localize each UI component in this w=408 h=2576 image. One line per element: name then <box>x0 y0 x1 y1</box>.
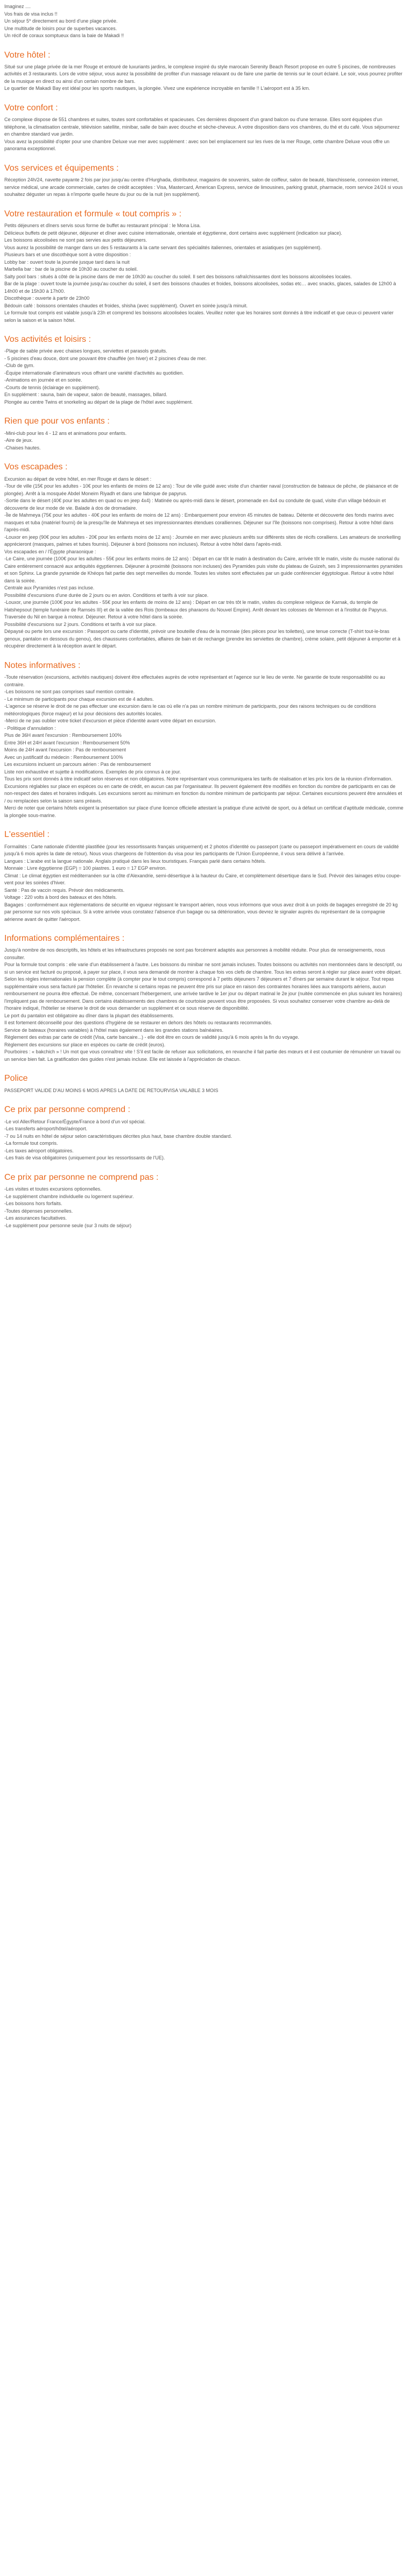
intro-line: Un récif de coraux somptueux dans la baie de Makadi !! <box>4 33 124 38</box>
section <box>4 102 404 153</box>
section-line: Pour la formule tout compris : elle varie d'un établissement à l'autre. Les boissons du minibar ne sont jamais incluses. Toutes boissons ou activités non mentionnées dans le descriptif, ou si un service est facturé ou proposé, à payer sur place, il vous sera demandé de montrer à chaque fois vos clefs de chambre. Tous les extras seront à régler sur place avant votre départ. <box>4 962 402 975</box>
section-line: -Le vol Aller/Retour France/Égypte/France à bord d'un vol spécial. <box>4 1118 146 1124</box>
section-line: Ce complexe dispose de 551 chambres et suites, toutes sont confortables et spacieuses. Ces dernières disposent d'un grand balcon ou d'une terrasse. Elles sont équipées d'un téléphone, la climatisation centrale, télévision satellite, minibar, salle de bain avec douche et sèche-cheveux. A votre disposition dans vos chambres, du thé et du café. Vous séjournerez en chambre standard vue jardin. <box>4 117 400 137</box>
section-line: Marbella bar : bar de la piscine de 10h30 au coucher du soleil. <box>4 266 138 272</box>
section-title: Ce prix par personne comprend : <box>4 1105 130 1115</box>
section-line: Voltage : 220 volts à bord des bateaux et des hôtels. <box>4 895 117 900</box>
section-line: -Sortie dans le désert (40€ pour les adultes en quad ou en jeep 4x4) : Matinée ou après-midi dans le désert, promenade en 4x4 ou conduite de quad, visite d'un village bédouin et découverte de leur mode de vie. Balade à dos de dromadaire. <box>4 498 386 511</box>
page <box>0 0 408 1235</box>
section-line: -Île de Mahmeya (75€ pour les adultes - 40€ pour les enfants de moins de 12 ans) : Embarquement pour environ 45 minutes de bateau. Détente et découverte des fonds marins avec masques et tuba (matériel fourni) de la presqu'île de Mahmeya et ses impressionnantes étendues coralliennes. Déjeuner sur l'île (boissons non comprises). Retour à votre hôtel dans l'après-midi. <box>4 512 394 533</box>
section-line: Dépaysé ou perte lors une excursion : Passeport ou carte d'identité, prévoir une bouteille d'eau de la monnaie (des pièces pour les toilettes), une tenue correcte (T-shirt tout-le-bras genoux, pantalon en dessous du genou), des chaussures confortables, affaires de bain et de rechange (prendre les serviettes de chambre), crème solaire, petit déjeuner à emporter et à récupérer directement à la réception avant le départ. <box>4 629 400 649</box>
section-title: Vos escapades : <box>4 462 68 472</box>
section-line: -Louxor en jeep (90€ pour les adultes - 20€ pour les enfants moins de 12 ans) : Journée en mer avec plusieurs arrêts sur différents sites de récifs coralliens. Les amateurs de snorkelling apprécieront (masques, palmes et tubes fournis). Déjeuner à bord (boissons non incluses). Retour à votre hôtel dans l'après-midi. <box>4 534 401 547</box>
section-line: Plus de 36H avant l'excursion : Remboursement 100% <box>4 733 122 738</box>
section <box>4 1073 404 1094</box>
section-line: Vous aurez la possibilité de manger dans un des 5 restaurants à la carte servant des spécialités italiennes, orientales et asiatiques (en supplément). <box>4 244 322 250</box>
section <box>4 461 404 650</box>
section-title: Police <box>4 1074 28 1083</box>
section-line: -Aire de jeux. <box>4 438 33 444</box>
section-line: - Politique d'annulation : <box>4 725 56 731</box>
section-line: -Plage de sable privée avec chaises longues, serviettes et parasols gratuits. <box>4 348 167 354</box>
section-line: - 5 piscines d'eau douce, dont une pouvant être chauffée (en hiver) et 2 piscines d'eau de mer. <box>4 355 207 361</box>
section-line: -Les taxes aéroport obligatoires. <box>4 1148 74 1153</box>
section-line: -Louxor, une journée (100€ pour les adultes - 55€ pour les enfants de moins de 12 ans) : Départ en car très tôt le matin, visites du complexe religieux de Karnak, du temple de Hatshepsout (temple funéraire de Ramsès III) et de la vallée des Rois (tombeaux des pharaons du Nouvel Empire). Arrêt devant les colosses de Memnon et à l'institut de Papyrus. Traversée du Nil en barque à moteur. Déjeuner. Retour à votre hôtel dans la soirée. <box>4 600 388 620</box>
section-line: Plusieurs bars et une discothèque sont à votre disposition : <box>4 252 131 258</box>
section-title: Ce prix par personne ne comprend pas : <box>4 1172 159 1182</box>
section-line: -Les visites et toutes excursions optionnelles. <box>4 1186 102 1192</box>
section-line: Service de bateaux (horaires variables) à l'hôtel mais également dans les grandes stations balnéaires. <box>4 1027 223 1033</box>
intro-line: Une multitude de loisirs pour de superbes vacances. <box>4 25 117 31</box>
section-line: Langues : L'arabe est la langue nationale. Anglais pratiqué dans les lieux touristiques. Français parlé dans certains hôtels. <box>4 858 266 864</box>
section-line: -Les boissons ne sont pas comprises sauf mention contraire. <box>4 689 135 695</box>
section-line: Jusqu'à nombre de nos descriptifs, les hôtels et les infrastructures proposés ne sont pas forcément adaptés aux personnes à mobilité réduite. Pour plus de renseignements, nous consulter. <box>4 947 385 960</box>
section-line: Tous les prix sont donnés à titre indicatif selon réserves et non obligatoires. Notre représentant vous communiquera les tarifs de réalisation et les prix lors de la réunion d'information. Excursions réglables sur place en espèces ou en carte de crédit, en aucun cas par l'organisateur. Ils peuvent également être modifiés en fonction du nombre de participants en cas de non-respect des dates et horaires indiqués. Les excursions seront au minimum en fonction du nombre minimum de participants par séjour. Certaines excursions peuvent être annulées et / ou remplacées selon la saison sans préavis. <box>4 776 402 804</box>
section <box>4 933 404 1063</box>
section-line: Monnaie : Livre égyptienne (EGP) = 100 piastres. 1 euro = 17 EGP environ. <box>4 865 167 871</box>
section-title: Vos services et équipements : <box>4 163 119 173</box>
section-line: Les boissons alcoolisées ne sont pas servies aux petits déjeuners. <box>4 237 147 243</box>
section-line: Vos escapades en / l'Égypte pharaonique : <box>4 548 96 554</box>
section-title: Notes informatives : <box>4 660 81 670</box>
section-line: - Le minimum de participants pour chaque excursion est de 4 adultes. <box>4 696 154 702</box>
section-title: Votre hôtel : <box>4 50 51 60</box>
sections-container <box>4 50 404 1230</box>
section-line: -Animations en journée et en soirée. <box>4 377 82 383</box>
section-line: -La formule tout compris. <box>4 1141 58 1146</box>
section-line: -Le Caire, une journée (100€ pour les adultes - 55€ pour les enfants moins de 12 ans) : Départ en car tôt le matin à destination du Caire, arrivée tôt le matin, visite du musée national du Caire entièrement consacré aux antiquités égyptiennes. Déjeuner à proximité (boissons non incluses) des Pyramides puis visite du plateau de Guizeh, ses 3 impressionnantes pyramides et son Sphinx. La grande pyramide de Khéops fait partie des sept merveilles du monde. Toutes les visites sont effectuées par un guide conférencier égyptologue. Retour à votre hôtel dans la soirée. <box>4 556 403 583</box>
section-line: -Tour de ville (15€ pour les adultes - 10€ pour les enfants de moins de 12 ans) : Tour de ville guidé avec visite d'un chantier naval (construction de bateaux de pêche, de plaisance et de plongée). Arrêt à la mosquée Abdel Moneim Riyadh et dans une fabrique de papyrus. <box>4 483 399 496</box>
section-line: Centrale aux Pyramides n'est pas incluse. <box>4 585 95 591</box>
section-line: -Les assurances facultatives. <box>4 1215 67 1221</box>
intro-line: Un séjour 5* directement au bord d'une plage privée. <box>4 18 118 24</box>
section-line: Bédouin café : boissons orientales chaudes et froides, shisha (avec supplément). Ouvert en soirée jusqu'à minuit. <box>4 302 248 308</box>
section <box>4 660 404 819</box>
section-line: Liste non exhaustive et sujette à modifications. Exemples de prix connus à ce jour. <box>4 769 181 775</box>
section-line: -Les frais de visa obligatoires (uniquement pour les ressortissants de l'UE). <box>4 1155 165 1161</box>
section-line: Possibilité d'excursions sur 2 jours. Conditions et tarifs à voir sur place. <box>4 621 157 627</box>
section-line: En supplément : sauna, bain de vapeur, salon de beauté, massages, billard. <box>4 392 167 398</box>
section-line: Règlement des excursions sur place en espèces ou carte de crédit (euros). <box>4 1041 166 1047</box>
section-line: Bar de la plage : ouvert toute la journée jusqu'au coucher du soleil, il sert des boissons chaudes et froides, boissons alcoolisées, sodas etc… avec snacks, glaces, salades de 12h00 à 14h00 et de 15h30 à 17h00. <box>4 281 396 294</box>
section-line: Discothèque : ouverte à partir de 23h00 <box>4 295 90 301</box>
section <box>4 416 404 452</box>
section-line: -Le supplément pour personne seule (sur 3 nuits de séjour) <box>4 1222 132 1228</box>
section-title: Votre confort : <box>4 103 58 112</box>
section-line: Le port du pantalon est obligatoire au dîner dans la plupart des établissements. <box>4 1012 174 1018</box>
section-title: Informations complémentaires : <box>4 934 125 944</box>
section-line: Santé : Pas de vaccin requis. Prévoir des médicaments. <box>4 887 125 893</box>
section-line: -Merci de ne pas oublier votre ticket d'excursion et pièce d'identité avant votre départ en excursion. <box>4 718 216 724</box>
section-line: -Club de gym. <box>4 363 35 369</box>
section-line: -Équipe internationale d'animateurs vous offrant une variété d'activités au quotidien. <box>4 370 184 376</box>
section-line: Bagages : conformément aux réglementations de sécurité en vigueur régissant le transport aérien, nous vous informons que vous avez droit à un poids de bagages enregistré de 20 kg par personne sur nos vols spéciaux. Si à votre arrivée vous constatez l'absence d'un bagage ou sa détérioration, vous devrez le signaler auprès du représentant de la compagnie aérienne avant de quitter l'aéroport. <box>4 902 398 922</box>
section <box>4 208 404 324</box>
section-line: Salty pool bars : situés à côté de la piscine dans de mer de 10h30 au coucher du soleil. Il sert des boissons rafraîchissantes dont les boissons alcoolisées locales. <box>4 273 352 279</box>
section-line: Les excursions incluent un parcours aérien : Pas de remboursement <box>4 762 151 768</box>
section-title: Votre restauration et formule « tout compris » : <box>4 209 182 219</box>
section-line: Lobby bar : ouvert toute la journée jusque tard dans la nuit <box>4 259 130 265</box>
section <box>4 829 404 923</box>
section-line: Merci de noter que certains hôtels exigent la présentation sur place d'une licence officielle attestant la pratique d'une activité de sport, ou à défaut un certificat d'aptitude médicale, comme la plongée sous-marine. <box>4 805 404 818</box>
section-line: Selon les règles internationales la pension complète (à compter pour le tout compris) correspond à 7 petits déjeuners 7 déjeuners et 7 dîners par semaine durant le séjour. Tout repas supplémentaire vous sera facturé par l'hôtelier. En revanche si certains repas ne peuvent être pris sur place en raison des contraintes horaires liées aux transports aériens, aucun remboursement ne pourra être effectué. De même, concernant l'hébergement, une arrivée tardive le 1er jour ou départ matinal le 2e jour (nuitée commencée en plus suivant les horaires) l'impliquent pas de remboursement. Dans certains établissements des chambres de courtoisie peuvent vous être proposées. Si vous souhaitez conserver votre chambre au-delà de l'horaire indiqué, l'hôtelier se réserve le droit de vous demander un supplément et ce sous réserve de disponibilité. <box>4 976 402 1011</box>
section <box>4 334 404 406</box>
section-line: Pourboires : « bakchich » ! Un mot que vous connaîtrez vite ! S'il est facile de refuser aux sollicitations, en revanche il fait partie des mœurs et il est coutumier de rémunérer un travail ou un service bien fait. La gratification des guides n'est jamais incluse. Elle est laissée à l'appréciation de chacun. <box>4 1049 401 1062</box>
section-line: -Les transferts aéroport/hôtel/aéroport. <box>4 1126 88 1132</box>
section-line: -Chaises hautes. <box>4 445 41 451</box>
intro-line: Imaginez .... <box>4 4 31 9</box>
section-line: Le quartier de Makadi Bay est idéal pour les sports nautiques, la plongée. Vivez une expérience incroyable en famille !! L'aéroport est à 35 km. <box>4 86 310 92</box>
section-line: -L'agence se réserve le droit de ne pas effectuer une excursion dans le cas où elle n'a pas un nombre minimum de participants, pour des raisons techniques ou de conditions météorologiques (force majeur) et lui pour décisions des autorités locales. <box>4 703 376 716</box>
section <box>4 1172 404 1229</box>
section-line: Climat : Le climat égyptien est méditerranéen sur la côte d'Alexandrie, semi-désertique à la hauteur du Caire, et complètement désertique dans le Sud. Prévoir des lainages et/ou coupe-vent pour les soirées d'hiver. <box>4 872 402 886</box>
section-line: Réception 24h/24, navette payante 2 fois par jour jusqu'au centre d'Hurghada, distributeur, magasins de souvenirs, salon de coiffeur, salon de beauté, blanchisserie, connexion internet, service médical, une arcade commerciale, cartes de crédit acceptées : Visa, Mastercard, American Express, service de limousines, parking gratuit, pharmacie, room service 24/24 si vous souhaitez déguster un repas à n'importe quelle heure du jour ou de la nuit (en supplément). <box>4 177 403 198</box>
section-line: -Mini-club pour les 4 - 12 ans et animations pour enfants. <box>4 430 127 436</box>
section-line: -Les boissons hors forfaits. <box>4 1201 62 1207</box>
section-line: Situé sur une plage privée de la mer Rouge et entouré de luxuriants jardins, le complexe inspiré du style marocain Serenity Beach Resort propose en outre 5 piscines, de nombreuses activités et 3 restaurants. Lors de votre séjour, vous aurez la possibilité de profiter d'un massage relaxant ou de faire une partie de tennis sur le court éclairé. Le soir, vous pourrez profiter de la musique en direct ou ainsi d'un certain nombre de bars. <box>4 64 403 84</box>
section <box>4 163 404 199</box>
section-line: Possibilité d'excursions d'une durée de 2 jours ou en avion. Conditions et tarifs à voir sur place. <box>4 592 209 598</box>
section-line: Vous avez la possibilité d'opter pour une chambre Deluxe vue mer avec supplément : avec son bel emplacement sur les rives de la mer Rouge, cette chambre Deluxe vous offre un panorama exceptionnel. <box>4 138 390 152</box>
intro <box>4 3 404 40</box>
section-line: Moins de 24H avant l'excursion : Pas de remboursement <box>4 747 126 753</box>
section-line: Formalités : Carte nationale d'identité plastifiée (pour les ressortissants français uniquement) et 2 photos d'identité ou passeport (carte ou passeport impérativement en cours de validité jusqu'à 6 mois après la date de retour). Nous vous chargeons de l'obtention du visa pour les participants de l'Union Européenne, il vous sera délivré à l'arrivée. <box>4 843 399 857</box>
section <box>4 50 404 93</box>
section-line: -Le supplément chambre individuelle ou logement supérieur. <box>4 1193 134 1199</box>
intro-line: Vos frais de visa inclus !! <box>4 11 58 17</box>
section-line: Entre 36H et 24H avant l'excursion : Remboursement 50% <box>4 740 130 745</box>
section-line: Délicieux buffets de petit déjeuner, déjeuner et dîner avec cuisine internationale, orientale et égyptienne, dont certains avec supplément (indication sur place). <box>4 230 342 236</box>
section-line: Règlement des extras par carte de crédit (Visa, carte bancaire...) - elle doit être en cours de validité jusqu'à 6 mois après la fin du voyage. <box>4 1034 299 1040</box>
section-line: Excursion au départ de votre hôtel, en mer Rouge et dans le désert : <box>4 476 152 482</box>
section-line: PASSEPORT VALIDE D'AU MOINS 6 MOIS APRES LA DATE DE RETOURVISA VALABLE 3 MOIS <box>4 1087 219 1093</box>
section-line: Il est fortement déconseillé pour des questions d'hygiène de se restaurer en dehors des hôtels ou restaurants recommandés. <box>4 1020 272 1026</box>
section-title: Rien que pour vos enfants : <box>4 417 110 426</box>
section <box>4 1104 404 1162</box>
section-line: Petits déjeuners et dîners servis sous forme de buffet au restaurant principal : le Mona Lisa. <box>4 223 201 229</box>
section-title: L'essentiel : <box>4 830 50 840</box>
section-line: Le formule tout compris est valable jusqu'à 23h et comprend les boissons alcoolisées locales. Veuillez noter que les horaires sont donnés à titre indicatif et que ceux-ci peuvent varier selon la saison et la saison hôtel. <box>4 310 394 323</box>
section-line: Plongée au centre Twins et snorkeling au départ de la plage de l'hôtel avec supplément. <box>4 399 193 405</box>
section-title: Vos activités et loisirs : <box>4 335 91 344</box>
section-line: -Toutes dépenses personnelles. <box>4 1208 73 1214</box>
section-line: -Toute réservation (excursions, activités nautiques) doivent être effectuées auprès de votre représentant et l'agence sur le lieu de vente. Ne garantie de toute responsabilité ou au contraire. <box>4 674 385 687</box>
section-line: Avec un justificatif du médecin : Remboursement 100% <box>4 754 123 760</box>
section-line: -7 ou 14 nuits en hôtel de séjour selon caractéristiques décrites plus haut, base chambre double standard. <box>4 1133 232 1139</box>
section-line: -Courts de tennis (éclairage en supplément). <box>4 384 100 390</box>
